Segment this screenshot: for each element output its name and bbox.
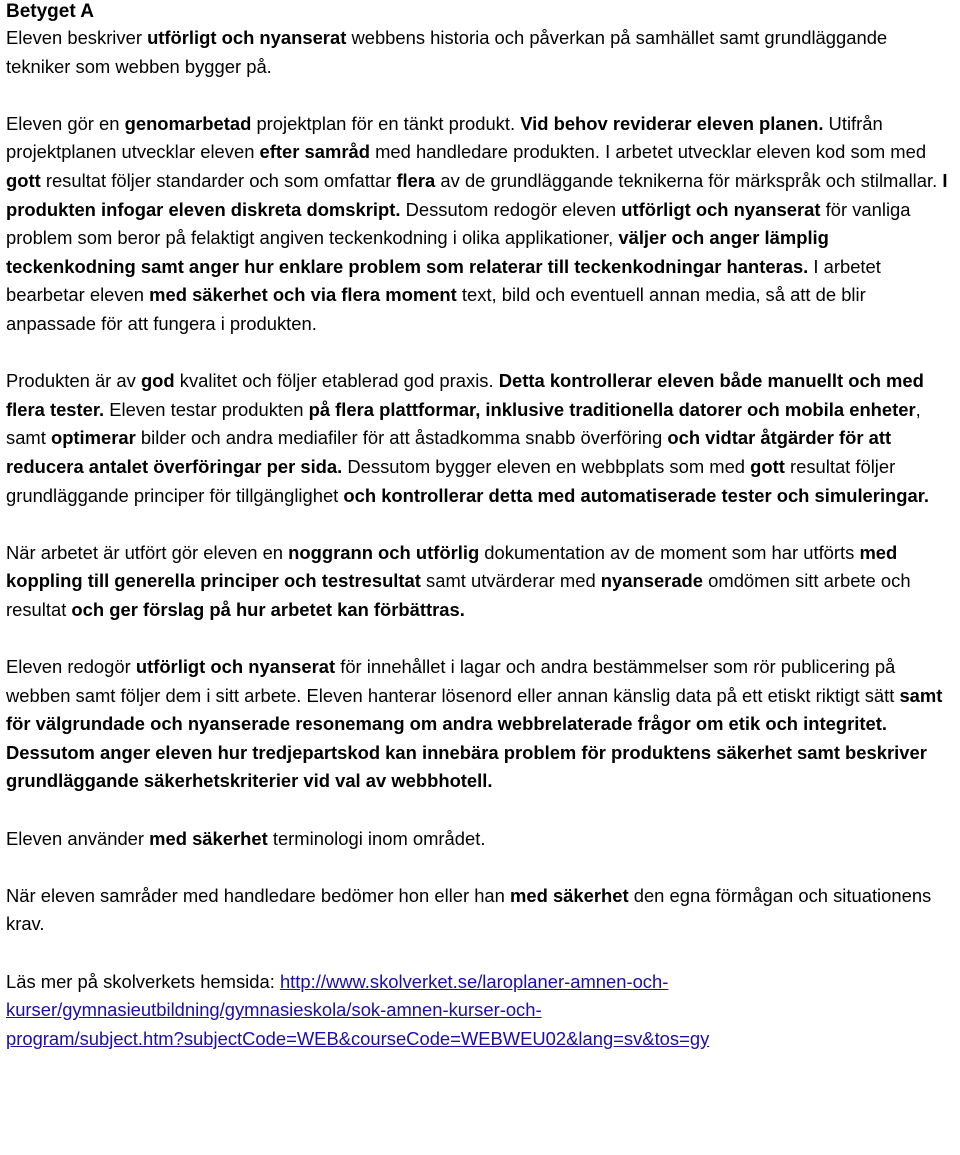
bold-segment: och kontrollerar detta med automatiserade tester och simuleringar. [343, 484, 929, 506]
link-line-2: kurser/gymnasieutbildning/gymnasieskola/sok-amnen-kurser-och- [6, 999, 542, 1021]
paragraph-quality [6, 367, 954, 510]
text-segment: Dessutom redogör eleven [400, 198, 622, 220]
bold-segment: nyanserade [600, 570, 704, 592]
bold-segment: med säkerhet och via flera moment [149, 284, 457, 306]
text-segment: för innehållet i lagar och andra bestämmelser som rör publicering på webben samt följer dem i sitt arbete. Eleven hanterar lösenord eller annan känslig data på ett etiskt riktigt sätt [6, 656, 900, 706]
link-line-3: program/subject.htm?subjectCode=WEB&courseCode=WEBWEU02&lang=sv&tos=gy [6, 1027, 710, 1049]
paragraph-project [6, 110, 954, 339]
text-segment: terminologi inom området. [267, 827, 486, 849]
bold-segment: genomarbetad [124, 112, 252, 134]
paragraph-terminology [6, 825, 954, 854]
bold-segment: efter samråd [259, 141, 370, 163]
bold-segment: samt för välgrundade och nyanserade resonemang om andra webbrelaterade frågor om etik och integritet. [6, 684, 943, 735]
link-line-1: http://www.skolverket.se/laroplaner-amnen-och- [279, 970, 669, 992]
text-segment: den egna förmågan och situationens krav. [6, 884, 932, 935]
bold-segment: noggrann och utförlig [288, 541, 480, 563]
bold-segment: Detta kontrollerar eleven både manuellt och med flera tester. [6, 370, 924, 420]
bold-segment: Vid behov reviderar eleven planen. [520, 112, 824, 134]
text-segment: När eleven samråder med handledare bedömer hon eller han [6, 884, 511, 906]
text-segment: Utifrån projektplanen utvecklar eleven [6, 112, 883, 163]
text-segment: projektplan för en tänkt produkt. [251, 112, 521, 134]
text-segment: Eleven redogör [6, 656, 136, 678]
text-segment: med handledare produkten. I arbetet utvecklar eleven kod som med [369, 141, 927, 163]
bold-segment: utförligt och nyanserat [147, 27, 347, 48]
text-segment: resultat följer standarder och som omfattar [40, 169, 397, 191]
bold-segment: på flera plattformar, inklusive traditionella datorer och mobila enheter [308, 398, 916, 420]
text-segment: text, bild och eventuell annan media, så att de blir anpassade för att fungera i produkten. [6, 284, 866, 334]
paragraph-legal [6, 653, 954, 796]
bold-segment: flera [396, 169, 436, 191]
bold-segment: och ger förslag på hur arbetet kan förbättras. [71, 598, 465, 620]
text-segment: dokumentation av de moment som har utförts [479, 541, 860, 563]
text-segment: I arbetet bearbetar eleven [6, 255, 881, 306]
read-more [6, 968, 954, 1054]
text-segment: av de grundläggande teknikerna för märkspråk och stilmallar. [435, 169, 943, 191]
text-segment: Eleven gör en [6, 112, 125, 134]
paragraph-documentation [6, 539, 954, 625]
text-segment: Eleven testar produkten [104, 398, 309, 420]
bold-segment: gott [6, 169, 41, 191]
bold-segment: Dessutom anger eleven hur tredjepartskod kan innebära problem för produktens säkerhet samt beskriver grundläggande säkerhetskriterier vid val av webbhotell. [6, 741, 927, 792]
bold-segment: väljer och anger lämplig teckenkodning samt anger hur enklare problem som relaterar till teckenkodningar hanteras. [6, 227, 829, 277]
paragraph-self-assessment [6, 882, 954, 939]
bold-segment: utförligt och nyanserat [135, 656, 336, 678]
bold-segment: god [140, 370, 175, 392]
grade-heading: Betyget A [6, 1, 94, 22]
text-segment: omdömen sitt arbete och resultat [6, 570, 911, 620]
text-segment: webbens historia och påverkan på samhället samt grundläggande tekniker som webben bygger på. [6, 27, 888, 77]
text-segment: för vanliga problem som beror på felaktigt angiven teckenkodning i olika applikationer, [6, 198, 911, 249]
text-segment: När arbetet är utfört gör eleven en [6, 541, 289, 563]
text-segment: Eleven beskriver [6, 27, 148, 48]
bold-segment: med säkerhet [510, 884, 629, 906]
text-segment: kvalitet och följer etablerad god praxis. [174, 370, 499, 392]
bold-segment: optimerar [50, 427, 136, 449]
bold-segment: med säkerhet [149, 827, 268, 849]
bold-segment: gott [750, 455, 785, 477]
text-segment: , samt [6, 398, 921, 449]
text-segment: resultat följer grundläggande principer för tillgänglighet [6, 455, 896, 506]
read-more-prefix: Läs mer på skolverkets hemsida: [6, 970, 280, 992]
bold-segment: och vidtar åtgärder för att reducera antalet överföringar per sida. [6, 427, 892, 477]
bold-segment: I produkten infogar eleven diskreta domskript. [6, 169, 948, 220]
bold-segment: utförligt och nyanserat [621, 198, 821, 220]
text-segment: Eleven använder [6, 827, 150, 849]
bold-segment: med koppling till generella principer och testresultat [6, 541, 898, 592]
paragraph-history [6, 24, 954, 81]
text-segment: bilder och andra mediafiler för att åstadkomma snabb överföring [135, 427, 668, 449]
text-segment: samt utvärderar med [420, 570, 601, 592]
text-segment: Produkten är av [6, 370, 141, 392]
text-segment: Dessutom bygger eleven en webbplats som med [342, 455, 751, 477]
